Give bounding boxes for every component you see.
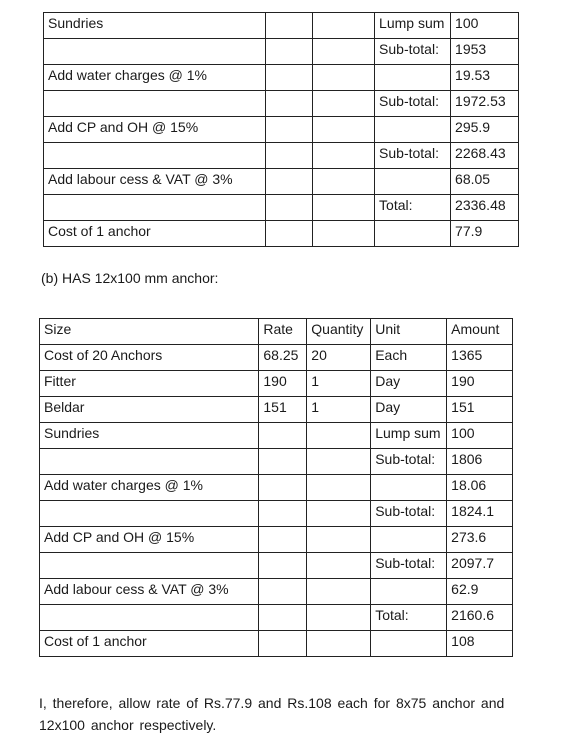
table-cell: 19.53 (451, 65, 519, 91)
table-cell (259, 579, 307, 605)
table-cell: 2097.7 (447, 553, 513, 579)
table-cell: Cost of 1 anchor (40, 631, 259, 657)
table-cell (44, 39, 266, 65)
table-cell (307, 501, 371, 527)
table-cell (259, 631, 307, 657)
table-cell (375, 221, 451, 247)
table-cell (259, 449, 307, 475)
table-cell: 1 (307, 371, 371, 397)
table-cell (307, 579, 371, 605)
table-cell (265, 117, 313, 143)
table-row (40, 449, 513, 475)
table-cell (375, 117, 451, 143)
table-row (44, 169, 519, 195)
table-cell: Lump sum (375, 13, 451, 39)
table-cell: 295.9 (451, 117, 519, 143)
table-row (40, 371, 513, 397)
table-row (40, 527, 513, 553)
table-cell: 1824.1 (447, 501, 513, 527)
table-row (44, 195, 519, 221)
table-row (44, 39, 519, 65)
table-cell: 62.9 (447, 579, 513, 605)
table-cell (259, 501, 307, 527)
table-cell (307, 423, 371, 449)
table-cell: 77.9 (451, 221, 519, 247)
table-cell: Sub-total: (375, 91, 451, 117)
table-row (40, 631, 513, 657)
table-cell: Add CP and OH @ 15% (40, 527, 259, 553)
table-header-row (40, 319, 513, 345)
table-cell (307, 631, 371, 657)
table-cell (313, 117, 375, 143)
table-cell: 1806 (447, 449, 513, 475)
table-cell (313, 39, 375, 65)
column-header: Rate (259, 319, 307, 345)
table-cell: 2336.48 (451, 195, 519, 221)
table-cell (313, 91, 375, 117)
table-cell (259, 475, 307, 501)
table-cell: 100 (447, 423, 513, 449)
table-cell: Each (371, 345, 447, 371)
table-cell (259, 553, 307, 579)
table-row (44, 143, 519, 169)
table-cell (40, 605, 259, 631)
column-header: Size (40, 319, 259, 345)
table-row (44, 117, 519, 143)
table-cell: Sub-total: (371, 449, 447, 475)
table-cell: Sub-total: (375, 39, 451, 65)
table-cell (40, 553, 259, 579)
table-cell: Sundries (44, 13, 266, 39)
table-cell: Cost of 1 anchor (44, 221, 266, 247)
table-cell (313, 65, 375, 91)
table-cell (259, 605, 307, 631)
table-row (44, 91, 519, 117)
table-cell (40, 449, 259, 475)
table-cell (313, 195, 375, 221)
anchor-12x100-cost-table (39, 318, 513, 657)
table-cell: 108 (447, 631, 513, 657)
table-cell (265, 91, 313, 117)
table-cell: Fitter (40, 371, 259, 397)
table-row (40, 397, 513, 423)
table-cell (259, 527, 307, 553)
column-header: Unit (371, 319, 447, 345)
table-cell: 1 (307, 397, 371, 423)
table-cell (313, 221, 375, 247)
table-cell (313, 143, 375, 169)
table-cell (371, 475, 447, 501)
table-cell (375, 65, 451, 91)
table-cell (265, 169, 313, 195)
table-cell: 68.25 (259, 345, 307, 371)
table-row (44, 65, 519, 91)
column-header: Amount (447, 319, 513, 345)
table-row (44, 221, 519, 247)
table-cell: Add labour cess & VAT @ 3% (40, 579, 259, 605)
table-cell (313, 169, 375, 195)
table-cell: 2160.6 (447, 605, 513, 631)
table-row (44, 13, 519, 39)
table-row (40, 501, 513, 527)
table-row (40, 579, 513, 605)
table-row (40, 553, 513, 579)
table-cell (44, 143, 266, 169)
table-cell (265, 39, 313, 65)
table-cell (307, 527, 371, 553)
table-cell: Add labour cess & VAT @ 3% (44, 169, 266, 195)
table-cell (44, 195, 266, 221)
table-cell: 2268.43 (451, 143, 519, 169)
table-row (40, 345, 513, 371)
table-row (40, 605, 513, 631)
table-cell (265, 195, 313, 221)
table-cell: Lump sum (371, 423, 447, 449)
table-cell: 273.6 (447, 527, 513, 553)
table-cell: Sundries (40, 423, 259, 449)
table-cell (265, 13, 313, 39)
table-cell: 1953 (451, 39, 519, 65)
table-cell: Total: (371, 605, 447, 631)
conclusion-paragraph: I, therefore, allow rate of Rs.77.9 and Rs.108 each for 8x75 anchor and 12x100 anchor respectively. (39, 695, 505, 733)
table-cell (40, 501, 259, 527)
table-cell: 1972.53 (451, 91, 519, 117)
table-cell: Sub-total: (371, 553, 447, 579)
table-cell: Total: (375, 195, 451, 221)
table-cell (265, 65, 313, 91)
table-cell: 190 (259, 371, 307, 397)
table-cell (307, 449, 371, 475)
table-cell (371, 527, 447, 553)
table-cell: Cost of 20 Anchors (40, 345, 259, 371)
table-cell: 151 (259, 397, 307, 423)
table-cell: Beldar (40, 397, 259, 423)
table-cell: 18.06 (447, 475, 513, 501)
table-cell (307, 605, 371, 631)
table-cell (307, 475, 371, 501)
table-cell: 1365 (447, 345, 513, 371)
table-cell: Sub-total: (371, 501, 447, 527)
table-cell: 100 (451, 13, 519, 39)
table-cell (371, 579, 447, 605)
table-cell: 190 (447, 371, 513, 397)
table-cell: Day (371, 397, 447, 423)
table-cell: 151 (447, 397, 513, 423)
table-cell: Add water charges @ 1% (44, 65, 266, 91)
table-cell: Add CP and OH @ 15% (44, 117, 266, 143)
column-header: Quantity (307, 319, 371, 345)
table-cell (44, 91, 266, 117)
anchor-8x75-cost-table (43, 12, 519, 247)
table-row (40, 423, 513, 449)
table-cell (371, 631, 447, 657)
table-cell: Add water charges @ 1% (40, 475, 259, 501)
section-caption: (b) HAS 12x100 mm anchor: (41, 270, 219, 286)
table-cell: Day (371, 371, 447, 397)
table-cell (259, 423, 307, 449)
table-cell (375, 169, 451, 195)
table-cell (307, 553, 371, 579)
table-cell (265, 143, 313, 169)
table-cell: Sub-total: (375, 143, 451, 169)
table-cell: 68.05 (451, 169, 519, 195)
table-cell (265, 221, 313, 247)
table-row (40, 475, 513, 501)
table-cell: 20 (307, 345, 371, 371)
table-cell (313, 13, 375, 39)
